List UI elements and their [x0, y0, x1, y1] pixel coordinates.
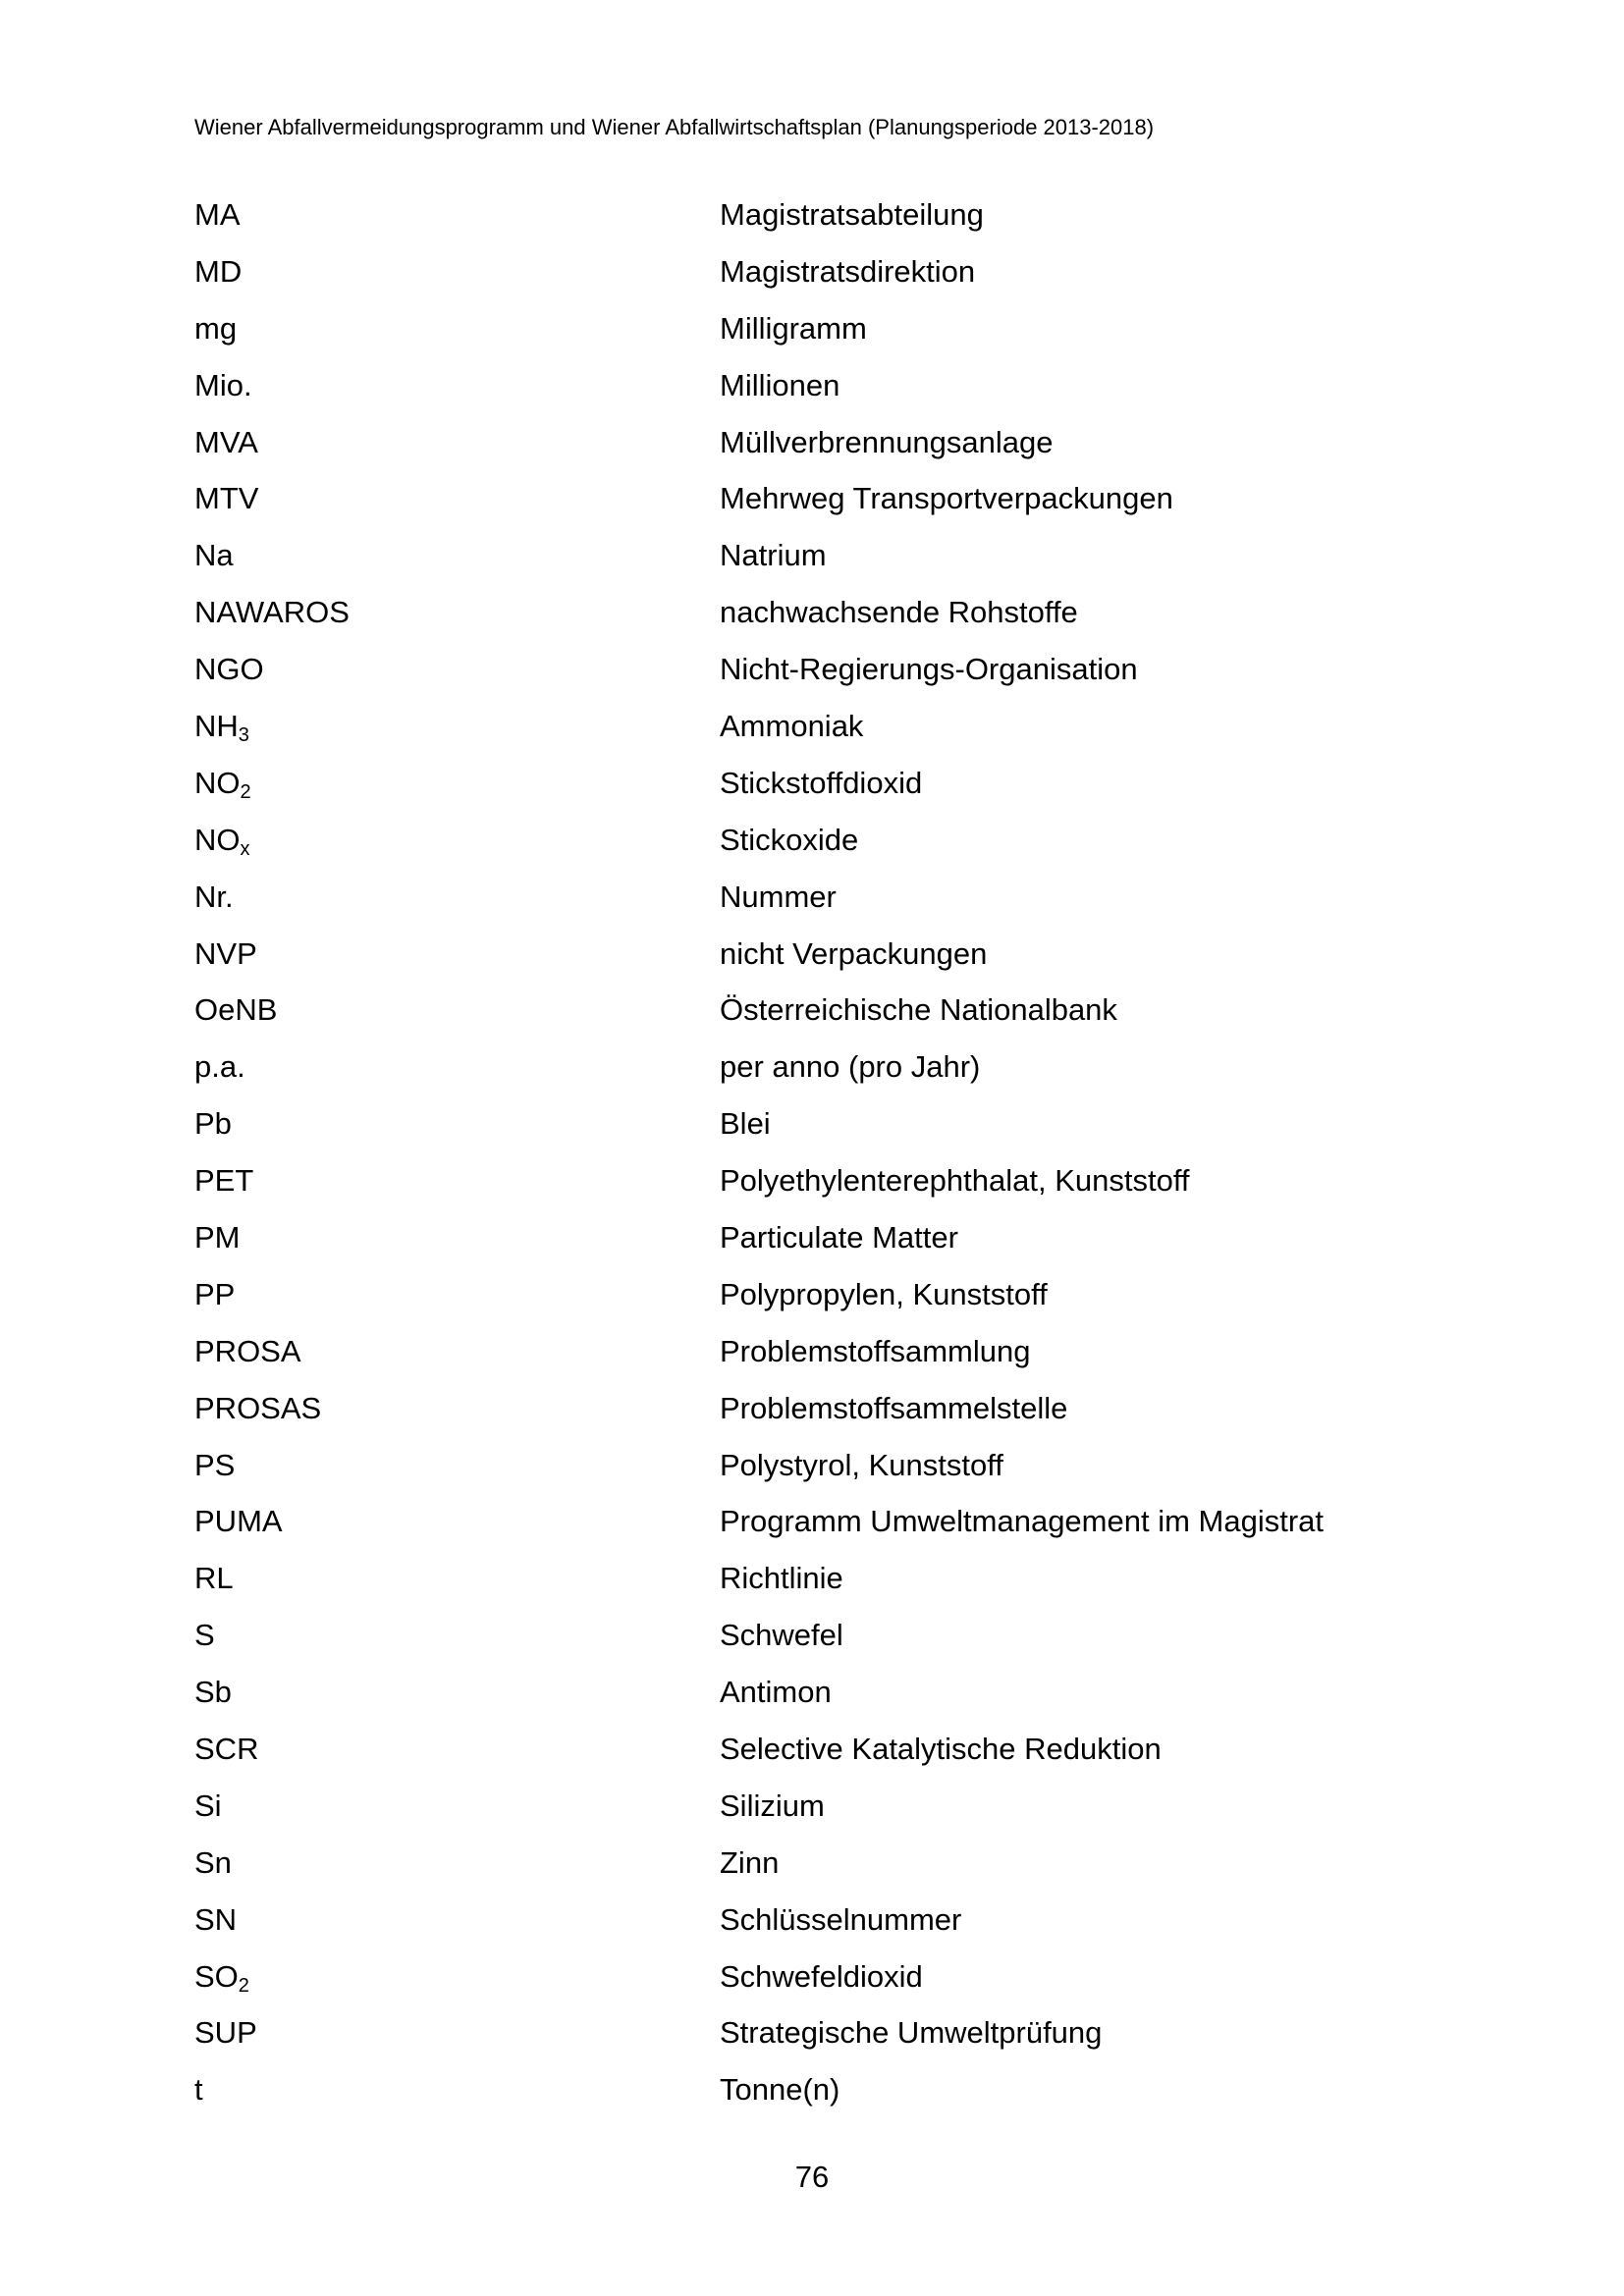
page-number: 76 [794, 2160, 830, 2194]
abbreviation-term [194, 1616, 720, 1655]
abbreviation-definition: Nicht-Regierungs-Organisation [720, 652, 1138, 687]
abbreviation-term [194, 650, 720, 689]
abbreviation-term [194, 990, 720, 1030]
abbreviation-term-subscript: 3 [238, 723, 249, 746]
abbreviation-row [194, 584, 1471, 641]
abbreviation-definition: Antimon [720, 1675, 832, 1710]
abbreviation-term [194, 366, 720, 405]
abbreviation-row [194, 1778, 1471, 1835]
abbreviation-term [194, 2070, 720, 2109]
abbreviation-term-text: RL [194, 1561, 234, 1596]
abbreviation-row [194, 755, 1471, 812]
abbreviation-term-text: PM [194, 1219, 241, 1255]
abbreviation-term-text: NVP [194, 935, 257, 971]
abbreviation-row [194, 2061, 1471, 2118]
abbreviation-row [194, 812, 1471, 869]
abbreviation-list [194, 187, 1471, 2118]
abbreviation-term [194, 878, 720, 917]
abbreviation-term-text: NO [194, 765, 241, 800]
abbreviation-row [194, 1095, 1471, 1152]
abbreviation-term-text: PP [194, 1276, 236, 1311]
abbreviation-row [194, 243, 1471, 300]
abbreviation-term-text: SN [194, 1901, 238, 1937]
abbreviation-term [194, 1957, 720, 1997]
abbreviation-term-text: Mio. [194, 367, 252, 402]
abbreviation-term-text: MA [194, 196, 241, 232]
abbreviation-term [194, 1332, 720, 1371]
abbreviation-definition: Problemstoffsammelstelle [720, 1390, 1068, 1425]
abbreviation-definition: Strategische Umweltprüfung [720, 2015, 1103, 2051]
abbreviation-term-subscript: x [240, 837, 250, 860]
abbreviation-term [194, 1446, 720, 1485]
abbreviation-term [194, 764, 720, 803]
abbreviation-term-text: PUMA [194, 1504, 283, 1539]
abbreviation-definition: Polyethylenterephthalat, Kunststoff [720, 1163, 1190, 1199]
abbreviation-term-text: S [194, 1618, 215, 1653]
abbreviation-term-text: NAWAROS [194, 595, 350, 630]
abbreviation-term-text: MVA [194, 424, 258, 459]
abbreviation-row [194, 1892, 1471, 1949]
abbreviation-definition: Milligramm [720, 310, 867, 346]
abbreviation-row [194, 1721, 1471, 1778]
abbreviation-term-subscript: 2 [238, 1974, 249, 1997]
abbreviation-term-text: MD [194, 253, 243, 289]
abbreviation-row [194, 926, 1471, 983]
abbreviation-definition: Nummer [720, 879, 837, 914]
abbreviation-term [194, 309, 720, 348]
abbreviation-row [194, 1664, 1471, 1721]
abbreviation-term-text: Si [194, 1788, 222, 1823]
abbreviation-row [194, 1949, 1471, 2005]
abbreviation-row [194, 641, 1471, 698]
abbreviation-definition: Tonne(n) [720, 2072, 840, 2108]
abbreviation-term [194, 479, 720, 518]
abbreviation-definition: nicht Verpackungen [720, 935, 988, 971]
abbreviation-definition: Selective Katalytische Reduktion [720, 1731, 1162, 1766]
abbreviation-definition: nachwachsende Rohstoffe [720, 595, 1078, 630]
abbreviation-term-text: Sb [194, 1675, 232, 1710]
abbreviation-term-text: OeNB [194, 992, 278, 1028]
abbreviation-definition: Problemstoffsammlung [720, 1333, 1031, 1368]
abbreviation-term-text: MTV [194, 481, 259, 516]
abbreviation-row [194, 414, 1471, 471]
abbreviation-definition: Polypropylen, Kunststoff [720, 1276, 1048, 1311]
abbreviation-row [194, 1039, 1471, 1095]
abbreviation-definition: Programm Umweltmanagement im Magistrat [720, 1504, 1325, 1539]
abbreviation-term [194, 1730, 720, 1769]
abbreviation-row [194, 527, 1471, 584]
abbreviation-definition: Particulate Matter [720, 1219, 958, 1255]
abbreviation-term [194, 1900, 720, 1940]
abbreviation-row [194, 1380, 1471, 1437]
abbreviation-definition: Magistratsdirektion [720, 253, 976, 289]
abbreviation-term-text: t [194, 2072, 203, 2108]
abbreviation-row [194, 357, 1471, 414]
abbreviation-row [194, 1835, 1471, 1892]
abbreviation-definition: Richtlinie [720, 1561, 843, 1596]
abbreviation-definition: Müllverbrennungsanlage [720, 424, 1054, 459]
abbreviation-row [194, 1209, 1471, 1266]
abbreviation-definition: Schlüsselnummer [720, 1901, 962, 1937]
abbreviation-row [194, 1493, 1471, 1550]
page-header: Wiener Abfallvermeidungsprogramm und Wiener Abfallwirtschaftsplan (Planungsperiode 2013-2018) [194, 115, 1155, 139]
abbreviation-term-text: SO [194, 1958, 239, 1994]
abbreviation-term [194, 1502, 720, 1541]
abbreviation-definition: per anno (pro Jahr) [720, 1049, 981, 1085]
abbreviation-definition: Millionen [720, 367, 840, 402]
abbreviation-term [194, 1389, 720, 1428]
abbreviation-term-text: NO [194, 822, 241, 857]
abbreviation-term [194, 195, 720, 235]
abbreviation-definition: Polystyrol, Kunststoff [720, 1447, 1003, 1482]
abbreviation-term-text: PROSA [194, 1333, 301, 1368]
abbreviation-definition: Österreichische Nationalbank [720, 992, 1117, 1028]
abbreviation-term [194, 1673, 720, 1712]
abbreviation-term [194, 1843, 720, 1883]
abbreviation-row [194, 1550, 1471, 1607]
abbreviation-definition: Magistratsabteilung [720, 196, 984, 232]
abbreviation-term [194, 821, 720, 860]
abbreviation-row [194, 1607, 1471, 1664]
abbreviation-row [194, 1266, 1471, 1323]
abbreviation-term-subscript: 2 [240, 780, 251, 803]
abbreviation-term-text: mg [194, 310, 238, 346]
abbreviation-term [194, 593, 720, 632]
abbreviation-definition: Natrium [720, 538, 827, 573]
abbreviation-definition: Stickstoffdioxid [720, 765, 923, 800]
abbreviation-term-text: Nr. [194, 879, 234, 914]
abbreviation-definition: Silizium [720, 1788, 825, 1823]
abbreviation-row [194, 1323, 1471, 1380]
abbreviation-term-text: Na [194, 538, 234, 573]
abbreviation-term [194, 536, 720, 575]
abbreviation-row [194, 982, 1471, 1039]
abbreviation-definition: Schwefel [720, 1618, 843, 1653]
abbreviation-row [194, 1152, 1471, 1209]
abbreviation-term [194, 707, 720, 746]
abbreviation-term [194, 1559, 720, 1598]
abbreviation-term-text: SUP [194, 2015, 257, 2051]
abbreviation-term-text: PROSAS [194, 1390, 322, 1425]
abbreviation-term [194, 2013, 720, 2053]
abbreviation-term [194, 934, 720, 974]
abbreviation-term-text: NGO [194, 652, 264, 687]
abbreviation-row [194, 2005, 1471, 2062]
abbreviation-row [194, 470, 1471, 527]
abbreviation-definition: Blei [720, 1106, 771, 1142]
abbreviation-row [194, 698, 1471, 755]
abbreviation-definition: Zinn [720, 1844, 780, 1880]
abbreviation-term [194, 423, 720, 462]
abbreviation-term [194, 1047, 720, 1087]
abbreviation-term-text: PS [194, 1447, 236, 1482]
abbreviation-definition: Ammoniak [720, 708, 864, 743]
abbreviation-row [194, 1437, 1471, 1494]
abbreviation-term [194, 1218, 720, 1257]
abbreviation-definition: Schwefeldioxid [720, 1958, 923, 1994]
abbreviation-term-text: Pb [194, 1106, 232, 1142]
abbreviation-definition: Stickoxide [720, 822, 859, 857]
abbreviation-term-text: SCR [194, 1731, 259, 1766]
abbreviation-term-text: Sn [194, 1844, 232, 1880]
abbreviation-term [194, 1787, 720, 1826]
abbreviation-term [194, 1104, 720, 1144]
abbreviation-row [194, 869, 1471, 926]
abbreviation-row [194, 187, 1471, 243]
abbreviation-row [194, 300, 1471, 357]
abbreviation-term-text: NH [194, 708, 239, 743]
abbreviation-term-text: p.a. [194, 1049, 245, 1085]
abbreviation-term [194, 1275, 720, 1314]
abbreviation-term [194, 1161, 720, 1201]
abbreviation-definition: Mehrweg Transportverpackungen [720, 481, 1173, 516]
abbreviation-term-text: PET [194, 1163, 254, 1199]
abbreviation-term [194, 252, 720, 292]
